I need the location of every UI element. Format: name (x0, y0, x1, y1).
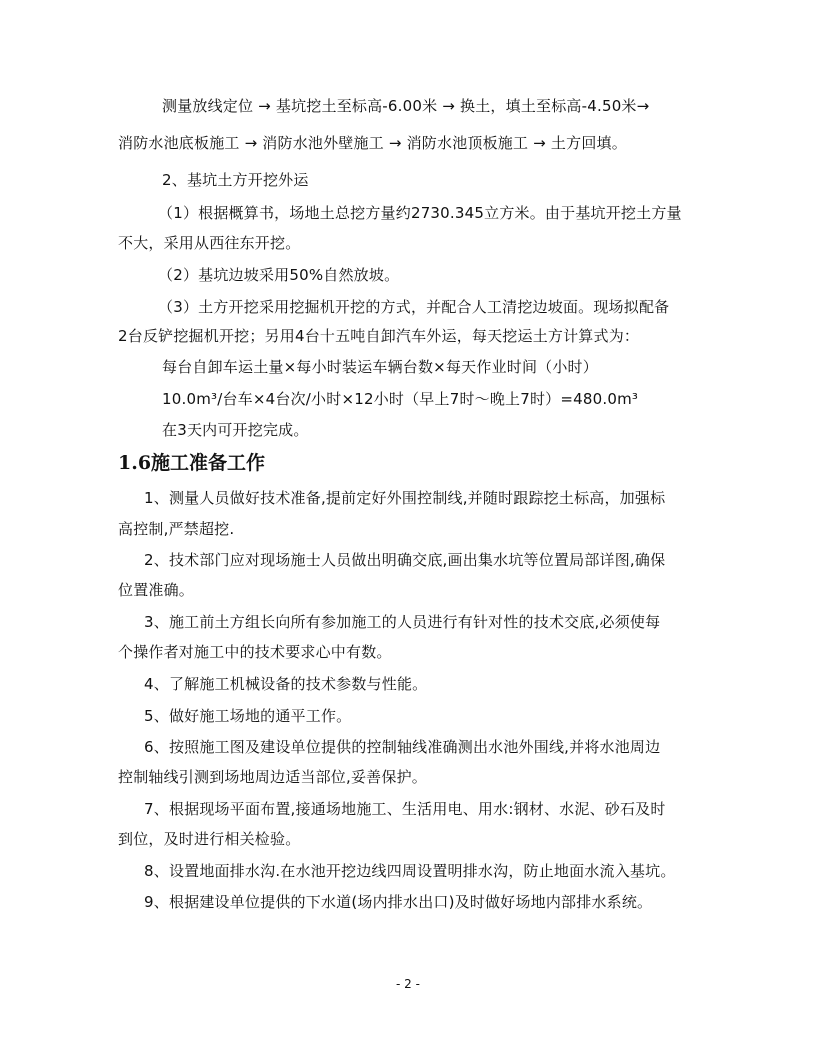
excavation-heading: 2、基坑土方开挖外运 (162, 171, 309, 189)
page-number: - 2 - (396, 977, 420, 991)
item-9: 9、根据建设单位提供的下水道(场内排水出口)及时做好场地内部排水系统。 (144, 893, 653, 911)
item-2-line-1: 2、技术部门应对现场施士人员做出明确交底,画出集水坑等位置局部详图,确保 (144, 551, 666, 569)
flow-line-2: 消防水池底板施工 → 消防水池外壁施工 → 消防水池顶板施工 → 土方回填。 (118, 134, 627, 152)
item-6-line-2: 控制轴线引测到场地周边适当部位,妥善保护。 (118, 768, 427, 786)
excavation-p2: （2）基坑边坡采用50%自然放坡。 (158, 266, 400, 284)
excavation-conclusion: 在3天内可开挖完成。 (162, 421, 309, 439)
excavation-p3-line2: 2台反铲挖掘机开挖；另用4台十五吨自卸汽车外运，每天挖运土方计算式为： (118, 327, 640, 345)
excavation-formula: 每台自卸车运土量×每小时装运车辆台数×每天作业时间（小时） (162, 358, 598, 376)
excavation-p1-line2: 不大，采用从西往东开挖。 (118, 234, 301, 252)
item-3-line-2: 个操作者对施工中的技术要求心中有数。 (118, 643, 392, 661)
excavation-calc: 10.0m³/台车×4台次/小时×12小时（早上7时～晚上7时）=480.0m³ (162, 390, 639, 408)
item-6-line-1: 6、按照施工图及建设单位提供的控制轴线准确测出水池外围线,并将水池周边 (144, 738, 661, 756)
item-7-line-2: 到位，及时进行相关检验。 (118, 830, 301, 848)
item-3-line-1: 3、施工前土方组长向所有参加施工的人员进行有针对性的技术交底,必须使每 (144, 613, 661, 631)
item-8: 8、设置地面排水沟.在水池开挖边线四周设置明排水沟，防止地面水流入基坑。 (144, 862, 676, 880)
item-1-line-1: 1、测量人员做好技术准备,提前定好外围控制线,并随时跟踪挖土标高，加强标 (144, 489, 666, 507)
flow-line-1: 测量放线定位 → 基坑挖土至标高-6.00米 → 换土，填土至标高-4.50米→ (162, 97, 650, 115)
item-5: 5、做好施工场地的通平工作。 (144, 707, 352, 725)
excavation-p1-line1: （1）根据概算书，场地土总挖方量约2730.345立方米。由于基坑开挖土方量 (158, 204, 682, 222)
item-2-line-2: 位置准确。 (118, 581, 195, 599)
item-4: 4、了解施工机械设备的技术参数与性能。 (144, 675, 428, 693)
item-7-line-1: 7、根据现场平面布置,接通场地施工、生活用电、用水:钢材、水泥、砂石及时 (144, 800, 666, 818)
item-1-line-2: 高控制,严禁超挖. (118, 520, 235, 538)
excavation-p3-line1: （3）土方开挖采用挖掘机开挖的方式，并配合人工清挖边坡面。现场拟配备 (158, 298, 670, 316)
section-heading: 1.6施工准备工作 (118, 452, 266, 474)
